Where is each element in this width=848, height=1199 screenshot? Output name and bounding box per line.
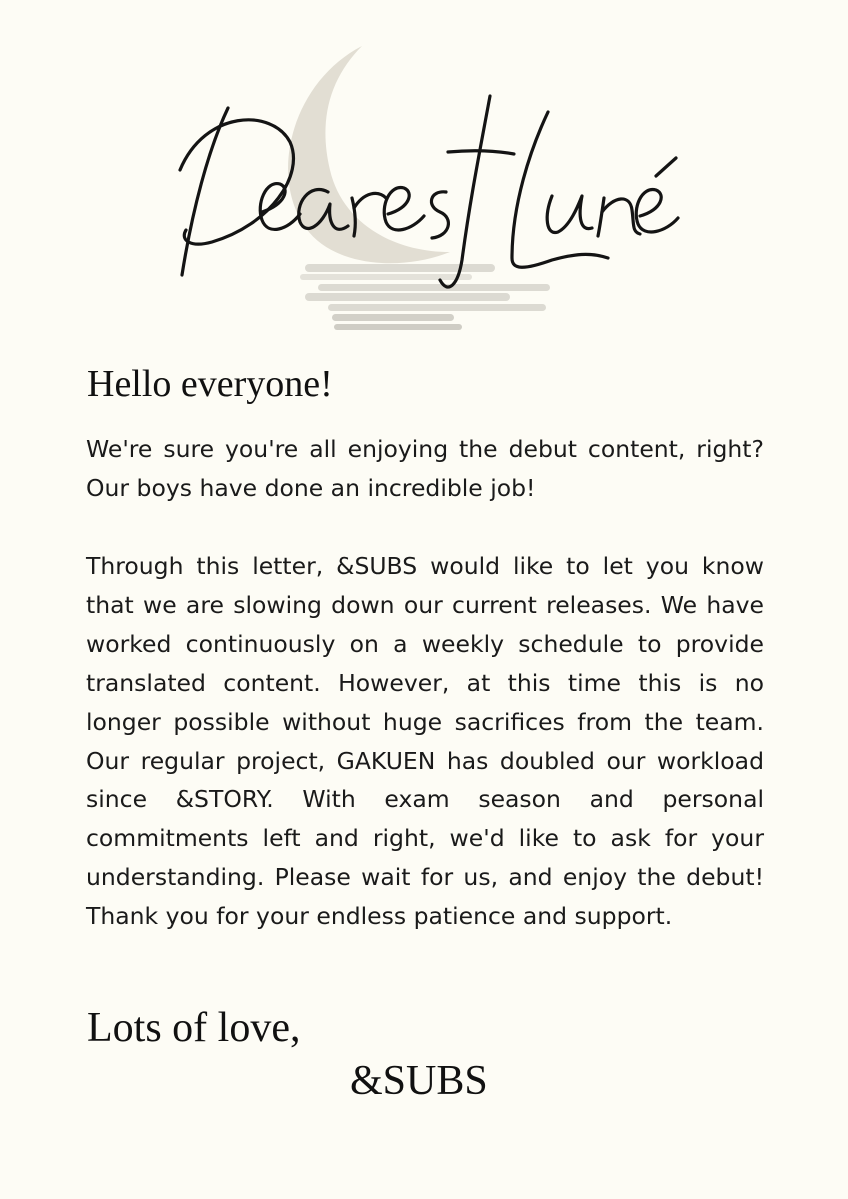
moon-reflection [300, 264, 550, 330]
crescent-moon-icon [288, 46, 450, 263]
signature: &SUBS [350, 1058, 488, 1104]
letter-paragraph: Through this letter, &SUBS would like to let you know that we are slowing down our current releases. We have worked continuously on a weekly schedule to provide translated content. However, at this time this is no longer possible without huge sacrifices from the team. Our regular project, GAKUEN has doubled our workload since &STORY. With exam season and personal commitments left and right, we'd like to ask for your understanding. Please wait for us, and enjoy the debut! Thank you for your endless patience and support. [86, 552, 764, 931]
greeting-heading: Hello everyone! [87, 363, 333, 405]
letter-paragraph: We're sure you're all enjoying the debut content, right? Our boys have done an incredible job! [86, 435, 764, 502]
closing-line: Lots of love, [87, 1005, 301, 1051]
header-art [0, 0, 848, 345]
